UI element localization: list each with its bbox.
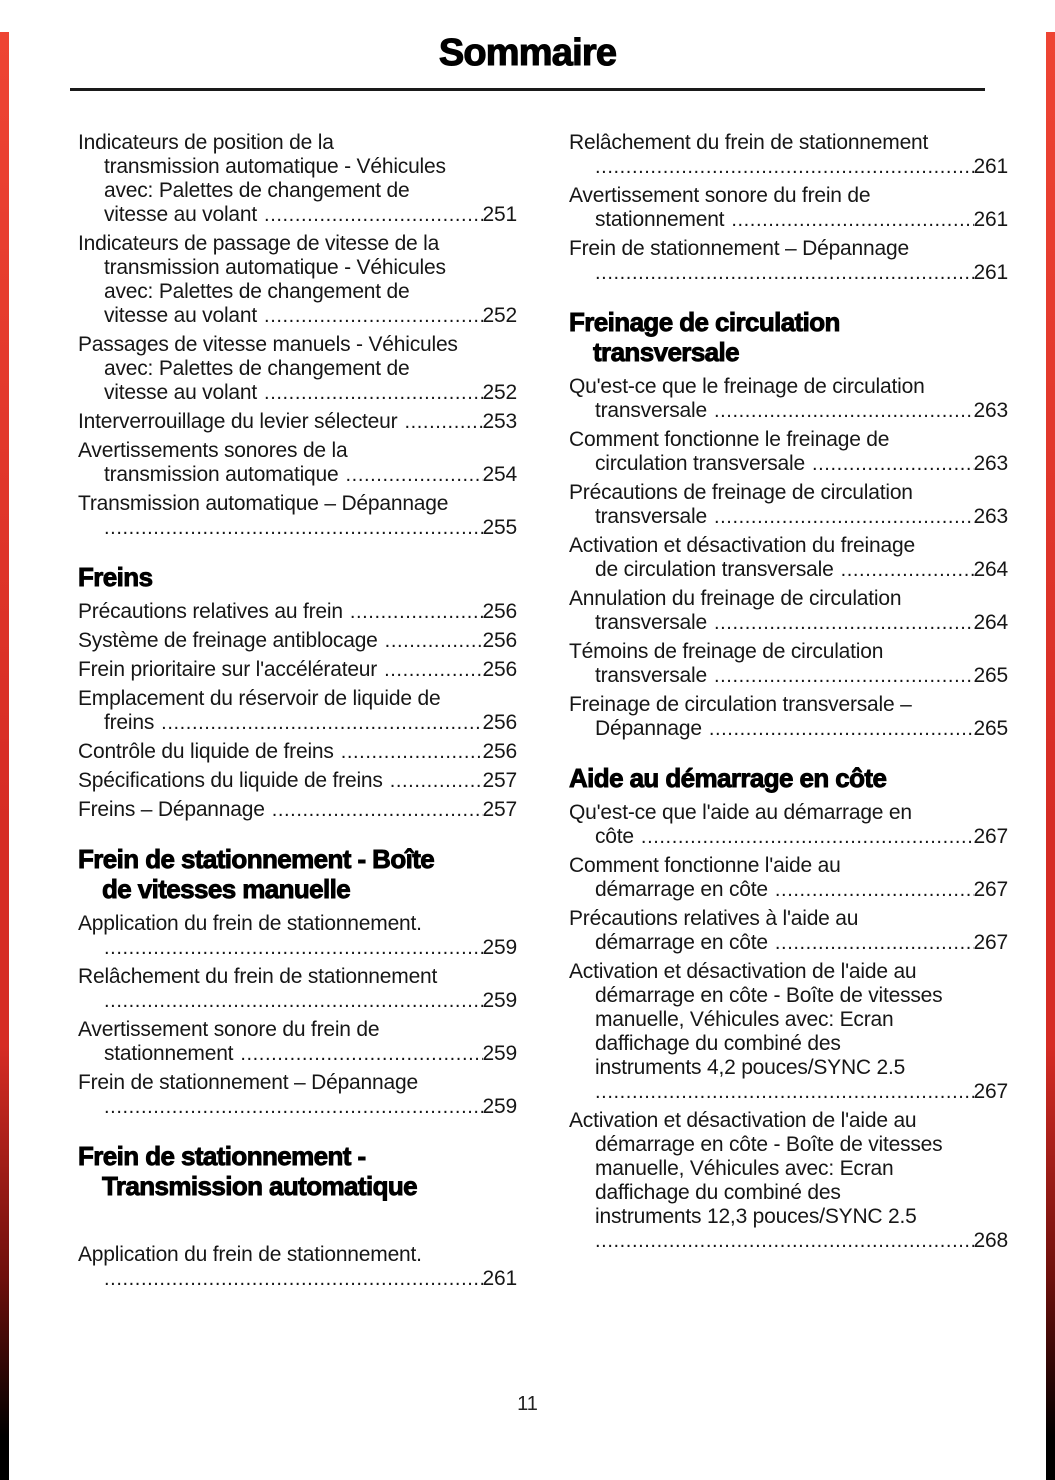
toc-entry [78,1071,517,1119]
entry-leader-line [78,989,517,1013]
entry-page-number: 257 [482,798,517,821]
entry-leader-line [569,611,1008,635]
toc-entry [78,600,517,624]
entry-text-line: Application du frein de stationnement. [78,912,422,935]
toc-entry [78,687,517,735]
entry-text: démarrage en côte [595,878,768,901]
entry-leader-line [569,664,1008,688]
entry-leader-line [78,1267,517,1291]
entry-text-line: Précautions de freinage de circulation [569,481,913,504]
entry-text: transversale [595,505,707,528]
toc-entry [569,237,1008,285]
entry-leader-line [78,381,517,405]
entry-leader-line [78,1042,517,1066]
toc-entry [78,232,517,328]
dot-leader [595,1229,974,1253]
entry-leader-line [78,463,517,487]
entry-page-number: 267 [973,878,1008,901]
toc-entry [78,131,517,227]
entry-text: Système de freinage antiblocage [78,629,378,652]
dot-leader [240,1042,482,1066]
toc-entry [78,492,517,540]
entry-page-number: 267 [973,931,1008,954]
entry-leader-line [569,931,1008,955]
dot-leader [384,658,482,682]
entry-text: transversale [595,399,707,422]
toc-entry [569,854,1008,902]
dot-leader [595,155,974,179]
entry-text: transversale [595,611,707,634]
dot-leader [714,399,974,423]
dot-leader [104,989,483,1013]
left-edge-bar [0,32,9,1480]
entry-leader-line [78,304,517,328]
toc-entry [78,658,517,682]
entry-text-line: daffichage du combiné des [595,1032,841,1055]
entry-page-number: 259 [482,1095,517,1118]
toc-entry [78,965,517,1013]
dot-leader [264,381,483,405]
entry-text-line: Application du frein de stationnement. [78,1243,422,1266]
entry-text-line: manuelle, Véhicules avec: Ecran [595,1157,894,1180]
entry-text-line: manuelle, Véhicules avec: Ecran [595,1008,894,1031]
dot-leader [775,878,974,902]
entry-text-line: Avertissement sonore du frein de [78,1018,380,1041]
entry-leader-line [569,208,1008,232]
toc-entry [569,907,1008,955]
entry-text-line: Freinage de circulation transversale – [569,693,912,716]
entry-page-number: 267 [973,1080,1008,1103]
toc-entry [569,1109,1008,1253]
entry-leader-line [78,658,517,682]
toc-entry [78,333,517,405]
entry-text: transmission automatique [104,463,339,486]
toc-entry [78,1243,517,1291]
entry-page-number: 261 [973,155,1008,178]
entry-text-line: Relâchement du frein de stationnement [569,131,929,154]
entry-page-number: 251 [482,203,517,226]
entry-text: vitesse au volant [104,304,258,327]
entry-text-line: Frein de stationnement – Dépannage [569,237,909,260]
entry-page-number: 256 [482,600,517,623]
toc-entry [569,693,1008,741]
entry-page-number: 259 [482,989,517,1012]
entry-leader-line [78,740,517,764]
entry-text: de circulation transversale [595,558,834,581]
section-heading: Freinage de circulation transversale [569,307,840,367]
entry-page-number: 257 [482,769,517,792]
entry-leader-line [569,261,1008,285]
entry-page-number: 265 [973,664,1008,687]
entry-page-number: 263 [973,505,1008,528]
dot-leader [346,463,483,487]
entry-page-number: 264 [973,558,1008,581]
entry-text: côte [595,825,634,848]
entry-text: Spécifications du liquide de freins [78,769,383,792]
toc-columns [0,91,1055,1296]
dot-leader [841,558,974,582]
entry-text: circulation transversale [595,452,805,475]
entry-text: vitesse au volant [104,381,258,404]
toc-entry [78,629,517,653]
entry-text: Interverrouillage du levier sélecteur [78,410,398,433]
dot-leader [104,936,483,960]
entry-page-number: 261 [973,208,1008,231]
entry-leader-line [569,452,1008,476]
dot-leader [104,516,483,540]
entry-text-line: instruments 4,2 pouces/SYNC 2.5 [595,1056,906,1079]
entry-text-line: Comment fonctionne le freinage de [569,428,890,451]
toc-entry [78,769,517,793]
dot-leader [595,261,974,285]
entry-leader-line [569,825,1008,849]
entry-text-line: Indicateurs de position de la [78,131,334,154]
section-heading: Freins [78,562,153,592]
entry-page-number: 256 [482,629,517,652]
entry-text: démarrage en côte [595,931,768,954]
entry-leader-line [78,769,517,793]
entry-text: transversale [595,664,707,687]
dot-leader [714,664,974,688]
entry-text: Frein prioritaire sur l'accélérateur [78,658,378,681]
dot-leader [775,931,974,955]
section-heading: Frein de stationnement - Transmission automatique [78,1141,418,1201]
toc-entry [569,534,1008,582]
entry-page-number: 252 [482,304,517,327]
entry-text: freins [104,711,155,734]
entry-text-line: avec: Palettes de changement de [104,179,410,202]
entry-text: stationnement [104,1042,234,1065]
entry-text: Contrôle du liquide de freins [78,740,334,763]
entry-text: Dépannage [595,717,702,740]
entry-page-number: 265 [973,717,1008,740]
entry-text-line: Avertissement sonore du frein de [569,184,871,207]
entry-text-line: transmission automatique - Véhicules [104,155,446,178]
entry-text-line: Précautions relatives à l'aide au [569,907,859,930]
entry-text-line: Annulation du freinage de circulation [569,587,902,610]
dot-leader [709,717,974,741]
entry-text: Freins – Dépannage [78,798,265,821]
entry-leader-line [78,600,517,624]
entry-text-line: transmission automatique - Véhicules [104,256,446,279]
entry-text-line: démarrage en côte - Boîte de vitesses [595,1133,943,1156]
dot-leader [272,798,483,822]
entry-page-number: 256 [482,658,517,681]
entry-page-number: 256 [482,711,517,734]
entry-leader-line [569,1229,1008,1253]
dot-leader [264,304,483,328]
entry-text-line: Transmission automatique – Dépannage [78,492,449,515]
toc-column-right [569,131,1008,1296]
dot-leader [390,769,483,793]
entry-text-line: Témoins de freinage de circulation [569,640,884,663]
dot-leader [641,825,974,849]
dot-leader [714,611,974,635]
entry-page-number: 268 [973,1229,1008,1252]
entry-text-line: Activation et désactivation de l'aide au [569,1109,917,1132]
entry-leader-line [569,1080,1008,1104]
entry-leader-line [78,516,517,540]
dot-leader [161,711,482,735]
toc-entry [569,640,1008,688]
dot-leader [341,740,483,764]
toc-entry [78,740,517,764]
toc-entry [569,481,1008,529]
toc-entry [78,410,517,434]
toc-entry [78,912,517,960]
page-footer [0,1393,1055,1416]
entry-leader-line [78,1095,517,1119]
entry-leader-line [78,711,517,735]
entry-page-number: 256 [482,740,517,763]
dot-leader [350,600,483,624]
entry-page-number: 252 [482,381,517,404]
dot-leader [264,203,483,227]
toc-entry [569,375,1008,423]
entry-page-number: 253 [482,410,517,433]
entry-leader-line [569,155,1008,179]
entry-text: stationnement [595,208,725,231]
entry-page-number: 261 [482,1267,517,1290]
entry-page-number: 255 [482,516,517,539]
entry-page-number: 264 [973,611,1008,634]
page-header [0,32,1055,91]
entry-text-line: Relâchement du frein de stationnement [78,965,438,988]
entry-leader-line [78,936,517,960]
dot-leader [812,452,974,476]
entry-page-number: 263 [973,399,1008,422]
toc-entry [569,184,1008,232]
page-number: 11 [517,1393,538,1415]
entry-page-number: 263 [973,452,1008,475]
entry-text-line: Qu'est-ce que le freinage de circulation [569,375,925,398]
entry-page-number: 267 [973,825,1008,848]
section-heading: Frein de stationnement - Boîte de vitesses manuelle [78,844,435,904]
entry-leader-line [569,505,1008,529]
entry-page-number: 259 [482,1042,517,1065]
entry-text-line: Indicateurs de passage de vitesse de la [78,232,440,255]
entry-leader-line [569,878,1008,902]
section-heading: Aide au démarrage en côte [569,763,887,793]
toc-entry [78,1018,517,1066]
entry-text: vitesse au volant [104,203,258,226]
dot-leader [385,629,483,653]
entry-text-line: Qu'est-ce que l'aide au démarrage en [569,801,912,824]
toc-entry [569,131,1008,179]
entry-leader-line [78,203,517,227]
entry-page-number: 261 [973,261,1008,284]
entry-page-number: 254 [482,463,517,486]
entry-text-line: Avertissements sonores de la [78,439,348,462]
entry-page-number: 259 [482,936,517,959]
dot-leader [595,1080,974,1104]
toc-entry [78,798,517,822]
toc-entry [569,960,1008,1104]
entry-leader-line [569,717,1008,741]
entry-text: Précautions relatives au frein [78,600,343,623]
entry-leader-line [569,558,1008,582]
entry-text-line: Activation et désactivation du freinage [569,534,915,557]
entry-text-line: daffichage du combiné des [595,1181,841,1204]
entry-text-line: avec: Palettes de changement de [104,280,410,303]
right-edge-bar [1046,32,1055,1480]
page-title: Sommaire [438,32,617,74]
entry-text-line: Passages de vitesse manuels - Véhicules [78,333,458,356]
toc-entry [569,801,1008,849]
entry-text-line: Frein de stationnement – Dépannage [78,1071,418,1094]
entry-text-line: Comment fonctionne l'aide au [569,854,841,877]
entry-leader-line [78,798,517,822]
entry-leader-line [78,629,517,653]
dot-leader [404,410,482,434]
dot-leader [104,1267,483,1291]
entry-text-line: démarrage en côte - Boîte de vitesses [595,984,943,1007]
dot-leader [714,505,974,529]
toc-entry [569,587,1008,635]
toc-entry [78,439,517,487]
entry-leader-line [569,399,1008,423]
entry-text-line: Emplacement du réservoir de liquide de [78,687,441,710]
entry-text-line: instruments 12,3 pouces/SYNC 2.5 [595,1205,917,1228]
entry-text-line: Activation et désactivation de l'aide au [569,960,917,983]
toc-column-left [78,131,517,1296]
dot-leader [104,1095,483,1119]
dot-leader [731,208,973,232]
toc-entry [569,428,1008,476]
entry-text-line: avec: Palettes de changement de [104,357,410,380]
entry-leader-line [78,410,517,434]
